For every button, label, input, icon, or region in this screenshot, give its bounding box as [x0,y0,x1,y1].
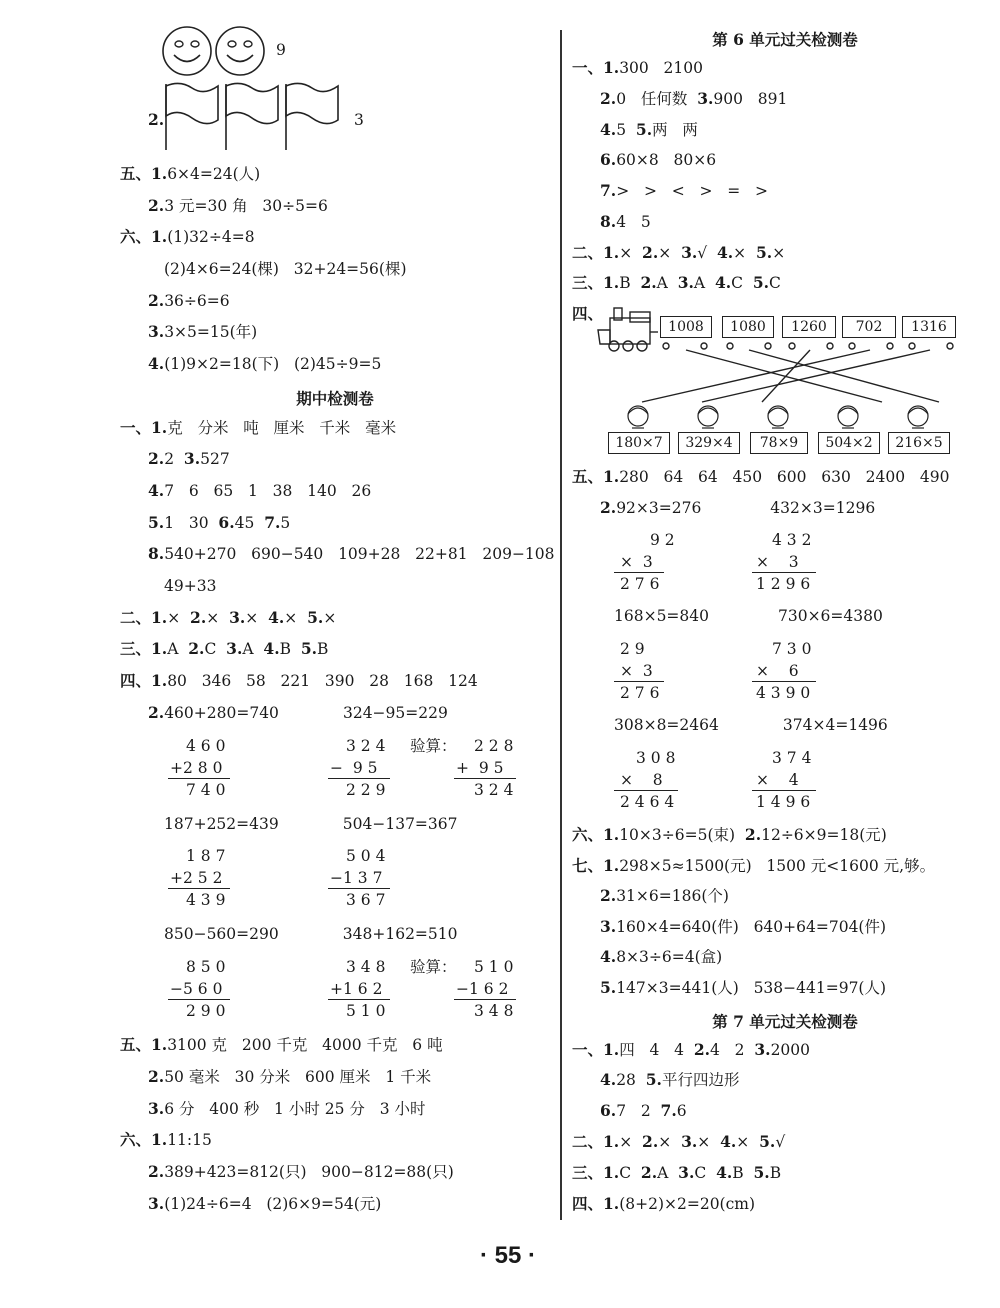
answer-line: 2.92×3=276 432×3=1296 [600,498,876,517]
answer-line: 4.28 5.平行四边形 [600,1070,740,1089]
answer-line: 4.5 5.两 两 [600,120,698,139]
column-divider [560,30,562,1220]
answer-line: 一、1.克 分米 吨 厘米 千米 毫米 [120,418,397,437]
answer-line: 4.7 6 65 1 38 140 26 [148,481,372,500]
train-car: 1316 [902,316,956,338]
locomotive-icon [598,308,658,351]
answer-line: 四、1.(8+2)×2=20(cm) [572,1194,756,1213]
train-car: 702 [842,316,896,338]
child-icon [698,406,718,428]
answer-line: 二、1.× 2.× 3.× 4.× 5.√ [572,1132,786,1151]
child-icon [838,406,858,428]
train-car-wheels [727,343,771,349]
answer-line: 六、1.10×3÷6=5(束) 2.12÷6×9=18(元) [572,825,887,844]
answer-line: 2.50 毫米 30 分米 600 厘米 1 千米 [148,1067,432,1086]
multiplication-box: 216×5 [888,432,950,454]
page-number: · 55 · [480,1242,537,1269]
answer-line: 五、1.6×4=24(人) [120,164,261,183]
flags-figure [162,80,352,152]
answer-line: 三、1.C 2.A 3.C 4.B 5.B [572,1163,782,1182]
multiplication-box: 78×9 [750,432,808,454]
answer-line: 2.31×6=186(个) [600,886,729,905]
smiley-icon [216,27,264,75]
answer-line: 一、1.300 2100 [572,58,703,77]
answer-line: 308×8=2464 374×4=1496 [614,716,888,734]
answer-line: 2.2 3.527 [148,449,230,468]
answer-line: 3.6 分 400 秒 1 小时 25 分 3 小时 [148,1099,426,1118]
answer-line: 五、1.280 64 64 450 600 630 2400 490 [572,467,950,486]
train-car-wheels [663,343,707,349]
answer-line: 2.0 任何数 3.900 891 [600,89,788,108]
answer-line: 8.4 5 [600,212,651,231]
train-car: 1260 [782,316,836,338]
answer-line: 六、1.(1)32÷4=8 [120,227,255,246]
unit6-title: 第 6 单元过关检测卷 [712,30,858,49]
answer-line: 6.60×8 80×6 [600,150,717,169]
child-icon [768,406,788,428]
unit7-title: 第 7 单元过关检测卷 [712,1012,858,1031]
answer-line: 4.(1)9×2=18(下) (2)45÷9=5 [148,354,382,373]
answer-line: 2.3 元=30 角 30÷5=6 [148,196,328,215]
answer-line: 8.540+270 690−540 109+28 22+81 209−108 [148,544,555,563]
flag-icon [286,83,338,150]
answer-line: 六、1.11:15 [120,1130,212,1149]
answer-line: 四、1.80 346 58 221 390 28 168 124 [120,671,478,690]
answer-line: 5.147×3=441(人) 538−441=97(人) [600,978,887,997]
answer-line: 2.36÷6=6 [148,291,230,310]
answer-line: 850−560=290 348+162=510 [164,925,458,943]
flag-icon [166,83,218,150]
answer-line: 一、1.四 4 4 2.4 2 3.2000 [572,1040,811,1059]
midterm-title: 期中检测卷 [296,389,374,408]
train-car-wheels [789,343,833,349]
answer-line: 七、1.298×5≈1500(元) 1500 元<1600 元,够。 [572,856,936,875]
matching-lines [642,350,939,402]
answer-line: 2.389+423=812(只) 900−812=88(只) [148,1162,454,1181]
train-car: 1008 [660,316,712,338]
answer-line: 三、1.A 2.C 3.A 4.B 5.B [120,639,329,658]
smiley-count: 9 [276,41,286,59]
answer-line: 二、1.× 2.× 3.× 4.× 5.× [120,608,337,627]
answer-line: 6.7 2 7.6 [600,1101,687,1120]
flag-label: 2. [148,110,165,129]
flag-icon [226,83,278,150]
answer-line: 49+33 [164,577,217,595]
answer-line: (2)4×6=24(棵) 32+24=56(棵) [164,260,407,278]
smiley-icon [163,27,211,75]
multiplication-box: 329×4 [678,432,740,454]
multiplication-box: 180×7 [608,432,670,454]
train-car-wheels [909,343,953,349]
answer-line: 168×5=840 730×6=4380 [614,607,883,625]
answer-line: 五、1.3100 克 200 千克 4000 千克 6 吨 [120,1035,443,1054]
child-icon [908,406,928,428]
answer-line: 3.160×4=640(件) 640+64=704(件) [600,917,887,936]
answer-line: 二、1.× 2.× 3.√ 4.× 5.× [572,243,786,262]
answer-line: 187+252=439 504−137=367 [164,815,458,833]
train-car-wheels [849,343,893,349]
answer-line: 4.8×3÷6=4(盒) [600,947,723,966]
answer-line: 3.3×5=15(年) [148,322,258,341]
answer-line: 三、1.B 2.A 3.A 4.C 5.C [572,273,781,292]
answer-line: 2.460+280=740 324−95=229 [148,703,448,722]
answer-line: 5.1 30 6.45 7.5 [148,513,291,532]
train-car: 1080 [722,316,774,338]
flag-count: 3 [354,111,364,129]
multiplication-box: 504×2 [818,432,880,454]
child-icon [628,406,648,428]
smiley-faces-figure [160,24,270,80]
answer-line: 3.(1)24÷6=4 (2)6×9=54(元) [148,1194,382,1213]
answer-line: 7.> > < > = > [600,181,769,200]
train-question-label: 四、 [572,304,604,323]
